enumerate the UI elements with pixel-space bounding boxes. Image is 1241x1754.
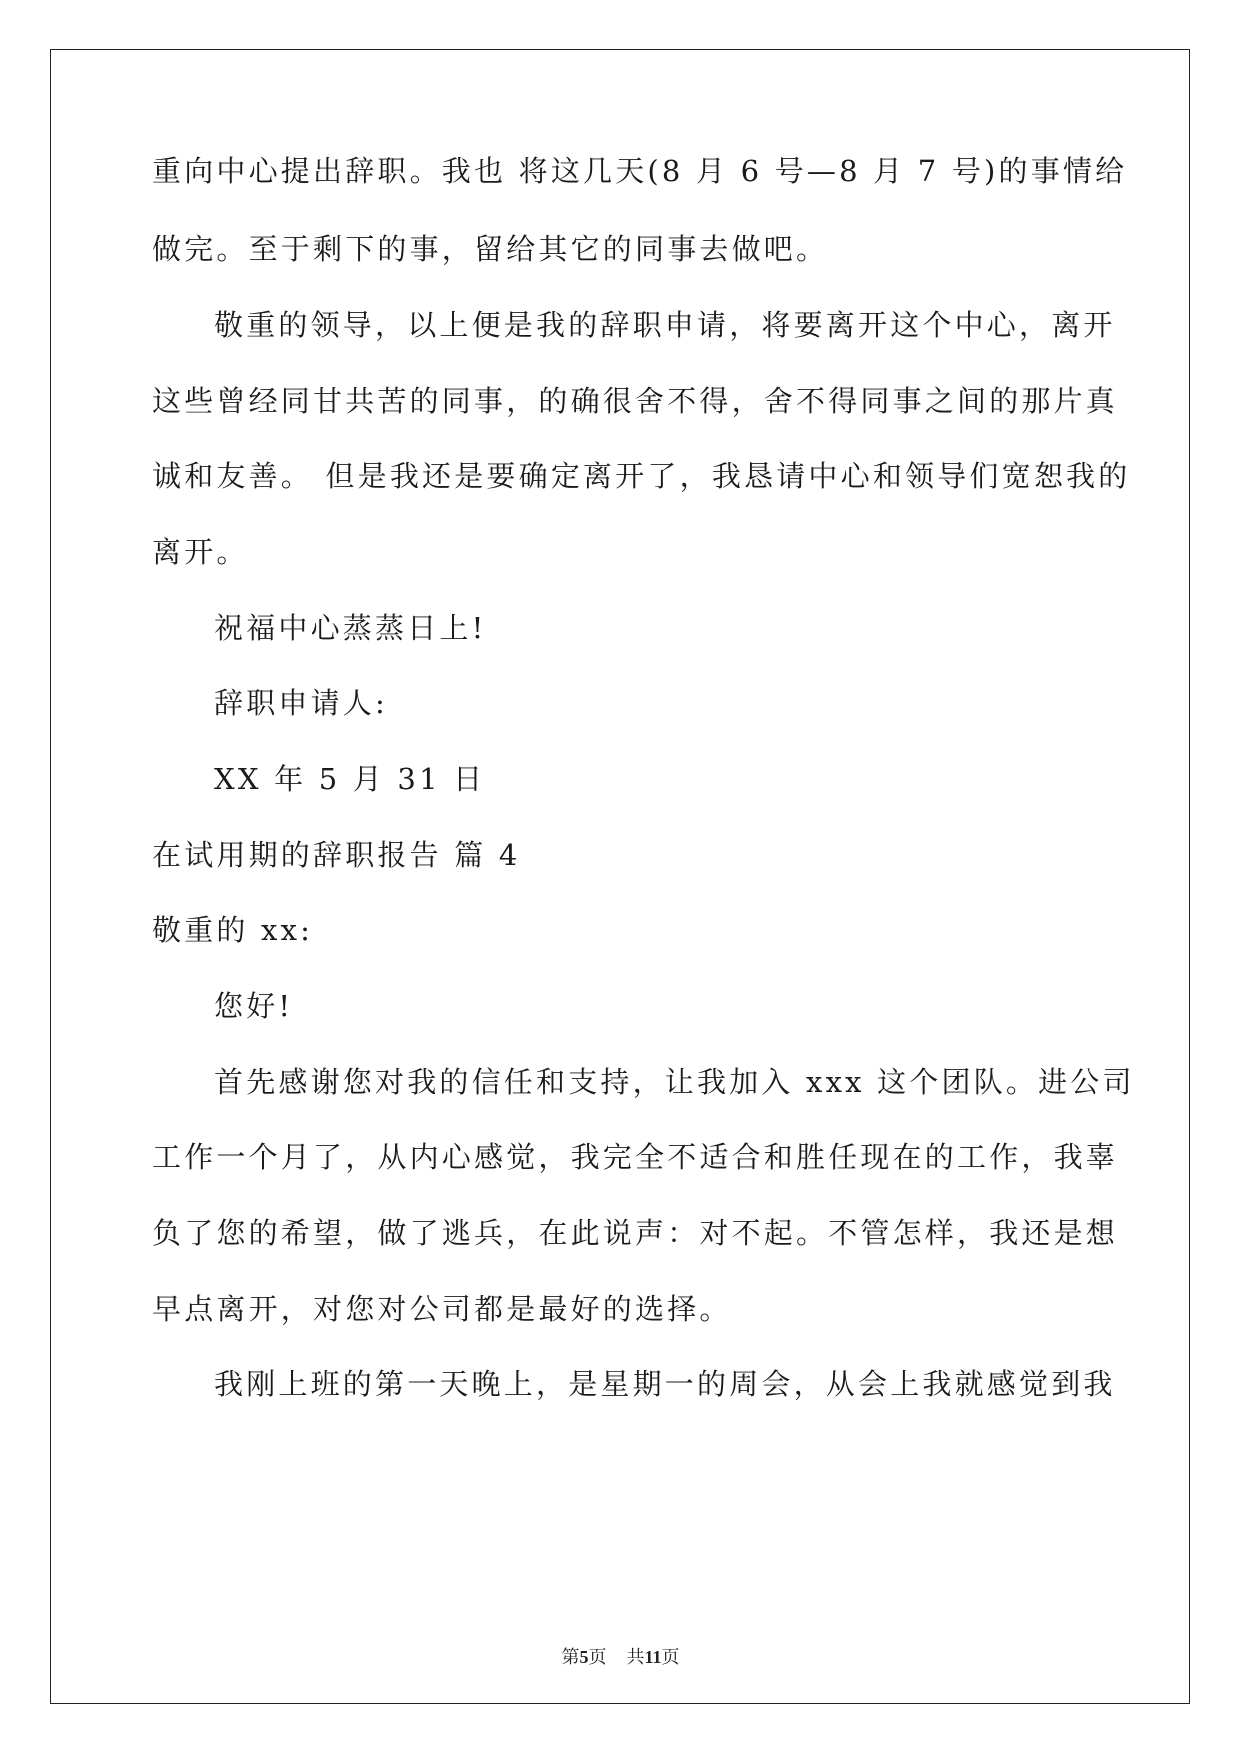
paragraph-line: 我刚上班的第一天晚上，是星期一的周会，从会上我就感觉到我	[214, 1367, 1116, 1401]
salutation: 敬重的 xx:	[152, 913, 314, 947]
paragraph-line: 离开。	[152, 535, 249, 569]
signature-label: 辞职申请人:	[214, 686, 388, 720]
paragraph-line: 敬重的领导，以上便是我的辞职申请，将要离开这个中心，离开	[214, 308, 1116, 342]
paragraph-line: 诚和友善。 但是我还是要确定离开了，我恳请中心和领导们宽恕我的	[152, 459, 1131, 493]
section-heading: 在试用期的辞职报告 篇 4	[152, 838, 521, 872]
paragraph-line: 做完。至于剩下的事，留给其它的同事去做吧。	[152, 232, 829, 266]
paragraph-line: 这些曾经同甘共苦的同事，的确很舍不得，舍不得同事之间的那片真	[152, 384, 1119, 418]
greeting: 您好!	[214, 989, 294, 1023]
date-line: XX 年 5 月 31 日	[214, 762, 486, 796]
total-prefix: 共	[626, 1647, 645, 1667]
total-suffix: 页	[661, 1647, 680, 1667]
page-number: 5	[579, 1647, 589, 1667]
paragraph-line: 负了您的希望，做了逃兵，在此说声：对不起。不管怎样，我还是想	[152, 1216, 1119, 1250]
page-border	[50, 49, 1190, 1704]
paragraph-line: 工作一个月了，从内心感觉，我完全不适合和胜任现在的工作，我辜	[152, 1140, 1119, 1174]
page-prefix: 第	[561, 1647, 580, 1667]
paragraph-line: 早点离开，对您对公司都是最好的选择。	[152, 1292, 732, 1326]
paragraph-line: 重向中心提出辞职。我也 将这几天(8 月 6 号—8 月 7 号)的事情给	[152, 154, 1128, 188]
page-footer	[0, 1643, 1241, 1669]
paragraph-line: 首先感谢您对我的信任和支持，让我加入 xxx 这个团队。进公司	[214, 1065, 1135, 1099]
total-pages: 11	[644, 1647, 662, 1667]
blessing-line: 祝福中心蒸蒸日上!	[214, 611, 487, 645]
page-suffix: 页	[588, 1647, 607, 1667]
